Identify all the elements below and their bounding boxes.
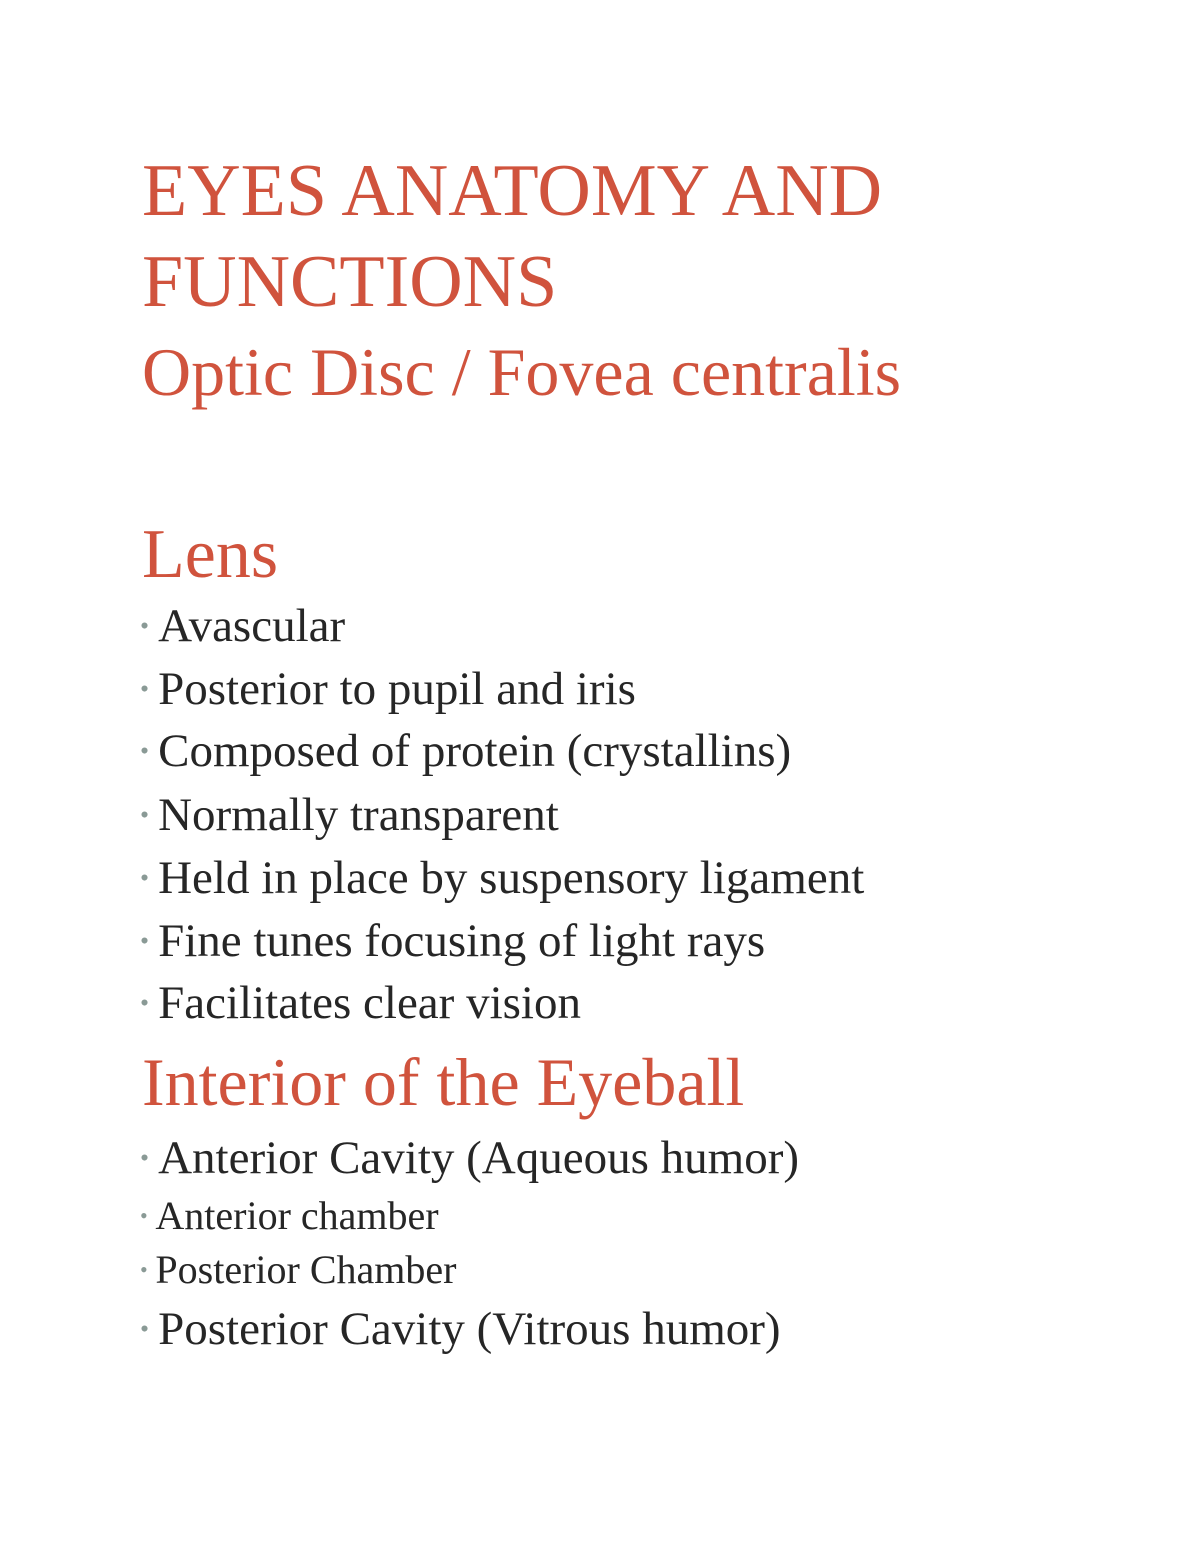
page-subtitle: Optic Disc / Fovea centralis [142, 334, 902, 410]
list-item-text: Fine tunes focusing of light rays [158, 915, 766, 967]
list-item [140, 663, 636, 715]
list-item-text: Normally transparent [158, 789, 559, 841]
list-item-text: Facilitates clear vision [158, 977, 581, 1029]
bullet-icon: • [140, 925, 150, 955]
bullet-icon: • [140, 799, 150, 829]
list-item-text: Composed of protein (crystallins) [158, 725, 792, 777]
section-heading-interior: Interior of the Eyeball [142, 1044, 745, 1120]
list-item [140, 977, 581, 1029]
bullet-icon: • [140, 1142, 150, 1172]
list-item-text: Posterior Cavity (Vitrous humor) [158, 1303, 781, 1355]
bullet-icon: • [140, 673, 150, 703]
bullet-icon: • [140, 610, 150, 640]
bullet-icon: • [140, 1256, 148, 1282]
list-item [140, 852, 865, 904]
list-item [140, 725, 792, 777]
bullet-icon: • [140, 862, 150, 892]
list-item-text: Posterior Chamber [155, 1247, 457, 1292]
list-item-text: Anterior chamber [155, 1193, 439, 1238]
list-item [140, 1303, 781, 1355]
list-item-text: Held in place by suspensory ligament [158, 852, 865, 904]
list-item-text: Posterior to pupil and iris [158, 663, 636, 715]
bullet-icon: • [140, 1202, 148, 1228]
list-item [140, 1193, 439, 1238]
list-item-text: Avascular [158, 600, 346, 652]
section-heading-lens: Lens [142, 516, 279, 593]
list-item [140, 1132, 800, 1184]
bullet-icon: • [140, 1313, 150, 1343]
bullet-icon: • [140, 735, 150, 765]
page-title-line-1: EYES ANATOMY AND [142, 150, 883, 232]
bullet-icon: • [140, 987, 150, 1017]
list-item [140, 915, 766, 967]
list-item-text: Anterior Cavity (Aqueous humor) [158, 1132, 800, 1184]
page-title-line-2: FUNCTIONS [142, 241, 558, 323]
list-item [140, 789, 559, 841]
list-item [140, 600, 346, 652]
list-item [140, 1247, 457, 1292]
